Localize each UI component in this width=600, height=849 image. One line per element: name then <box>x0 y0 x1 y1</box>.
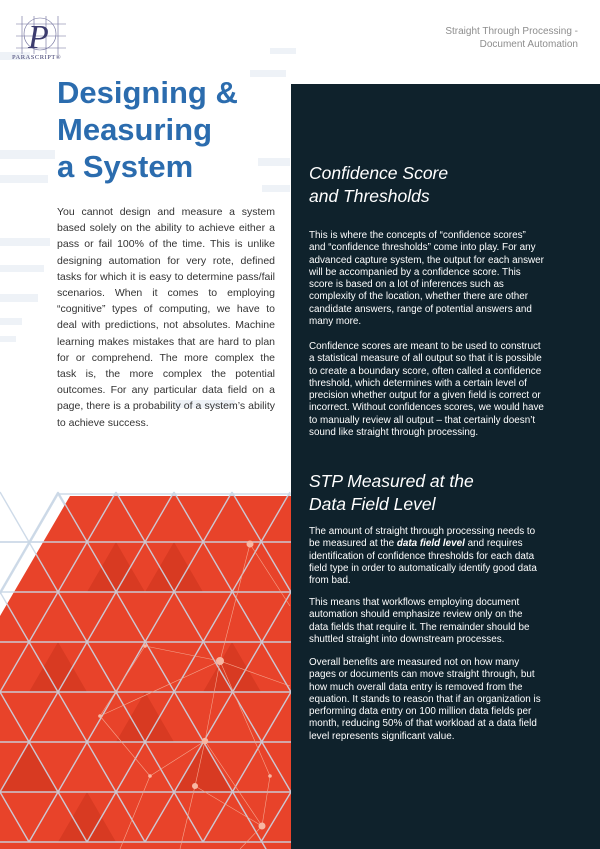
confidence-paragraph-2: Confidence scores are meant to be used to construct a statistical measure of all output so that it is possible to create a boundary score, often called a confidence threshold, which determines with a certain level of precision whether output for a given field is correct or incorrect. Without confidences scores, we would have to manually review all output – that certainly doesn’t sound like straight through processing. <box>309 341 544 439</box>
dark-content-panel <box>291 84 600 849</box>
document-header <box>378 25 578 51</box>
header-line-1: Straight Through Processing - <box>445 26 578 37</box>
title-line-1: Designing & <box>57 75 238 110</box>
logo-wordmark: PARASCRIPT® <box>12 54 62 61</box>
logo-monogram: P <box>28 19 49 56</box>
stp-paragraph-2: This means that workflows employing document automation should emphasize review only on the data fields that require it. The remainder should be shuttled straight into downstream processes. <box>309 597 530 645</box>
confidence-heading-line-2: and Thresholds <box>309 186 430 206</box>
page-title <box>57 74 287 185</box>
title-line-3: a System <box>57 149 194 184</box>
red-triangle-network-illustration <box>0 486 291 849</box>
stp-heading-line-1: STP Measured at the <box>309 471 474 491</box>
header-line-2: Document Automation <box>479 39 578 50</box>
title-line-2: Measuring <box>57 112 213 147</box>
confidence-heading-line-1: Confidence Score <box>309 163 449 183</box>
intro-paragraph: You cannot design and measure a system based solely on the ability to achieve either a pass or fail 100% of the time. This is unlike designing automation for very rote, defined tasks for which it is easy to determine pass/fail scenarios. When it comes to employing “cognitive” types of computing, we have to deal with predictions, not absolutes. Machine learning makes mistakes that are hard to plan for or comprehend. The more complex the task is, the more complex the potential outcomes. For any particular data field on a page, there is a probability of a system’s ability to achieve success. <box>57 206 275 429</box>
stp-paragraph-3: Overall benefits are measured not on how many pages or documents can move straight through, but how much overall data entry is removed from the equation. It stands to reason that if an organization is performing data entry on 100 million data fields per month, reducing 50% of that workload at a data field level represents significant value. <box>309 657 541 742</box>
confidence-score-heading <box>309 162 549 208</box>
confidence-paragraph-1: This is where the concepts of “confidence scores” and “confidence thresholds” come into play. For any advanced capture system, the output for each answer will be accompanied by a confidence score. This score is based on a lot of inferences such as complexity of the location, whether there are other candidate answers, range of potential answers and many more. <box>309 230 544 328</box>
stp-heading <box>309 470 549 516</box>
stp-paragraph-1-start: The amount of straight through processing needs to be measured at the <box>309 526 536 550</box>
stp-heading-line-2: Data Field Level <box>309 494 436 514</box>
stp-paragraph-1-emphasis: data field level <box>396 538 465 550</box>
stp-paragraph-1 <box>309 526 544 587</box>
stp-paragraph-1-end: and requires identification of confidence thresholds for each data field type in order to automatically identify good data from bad. <box>309 538 537 587</box>
